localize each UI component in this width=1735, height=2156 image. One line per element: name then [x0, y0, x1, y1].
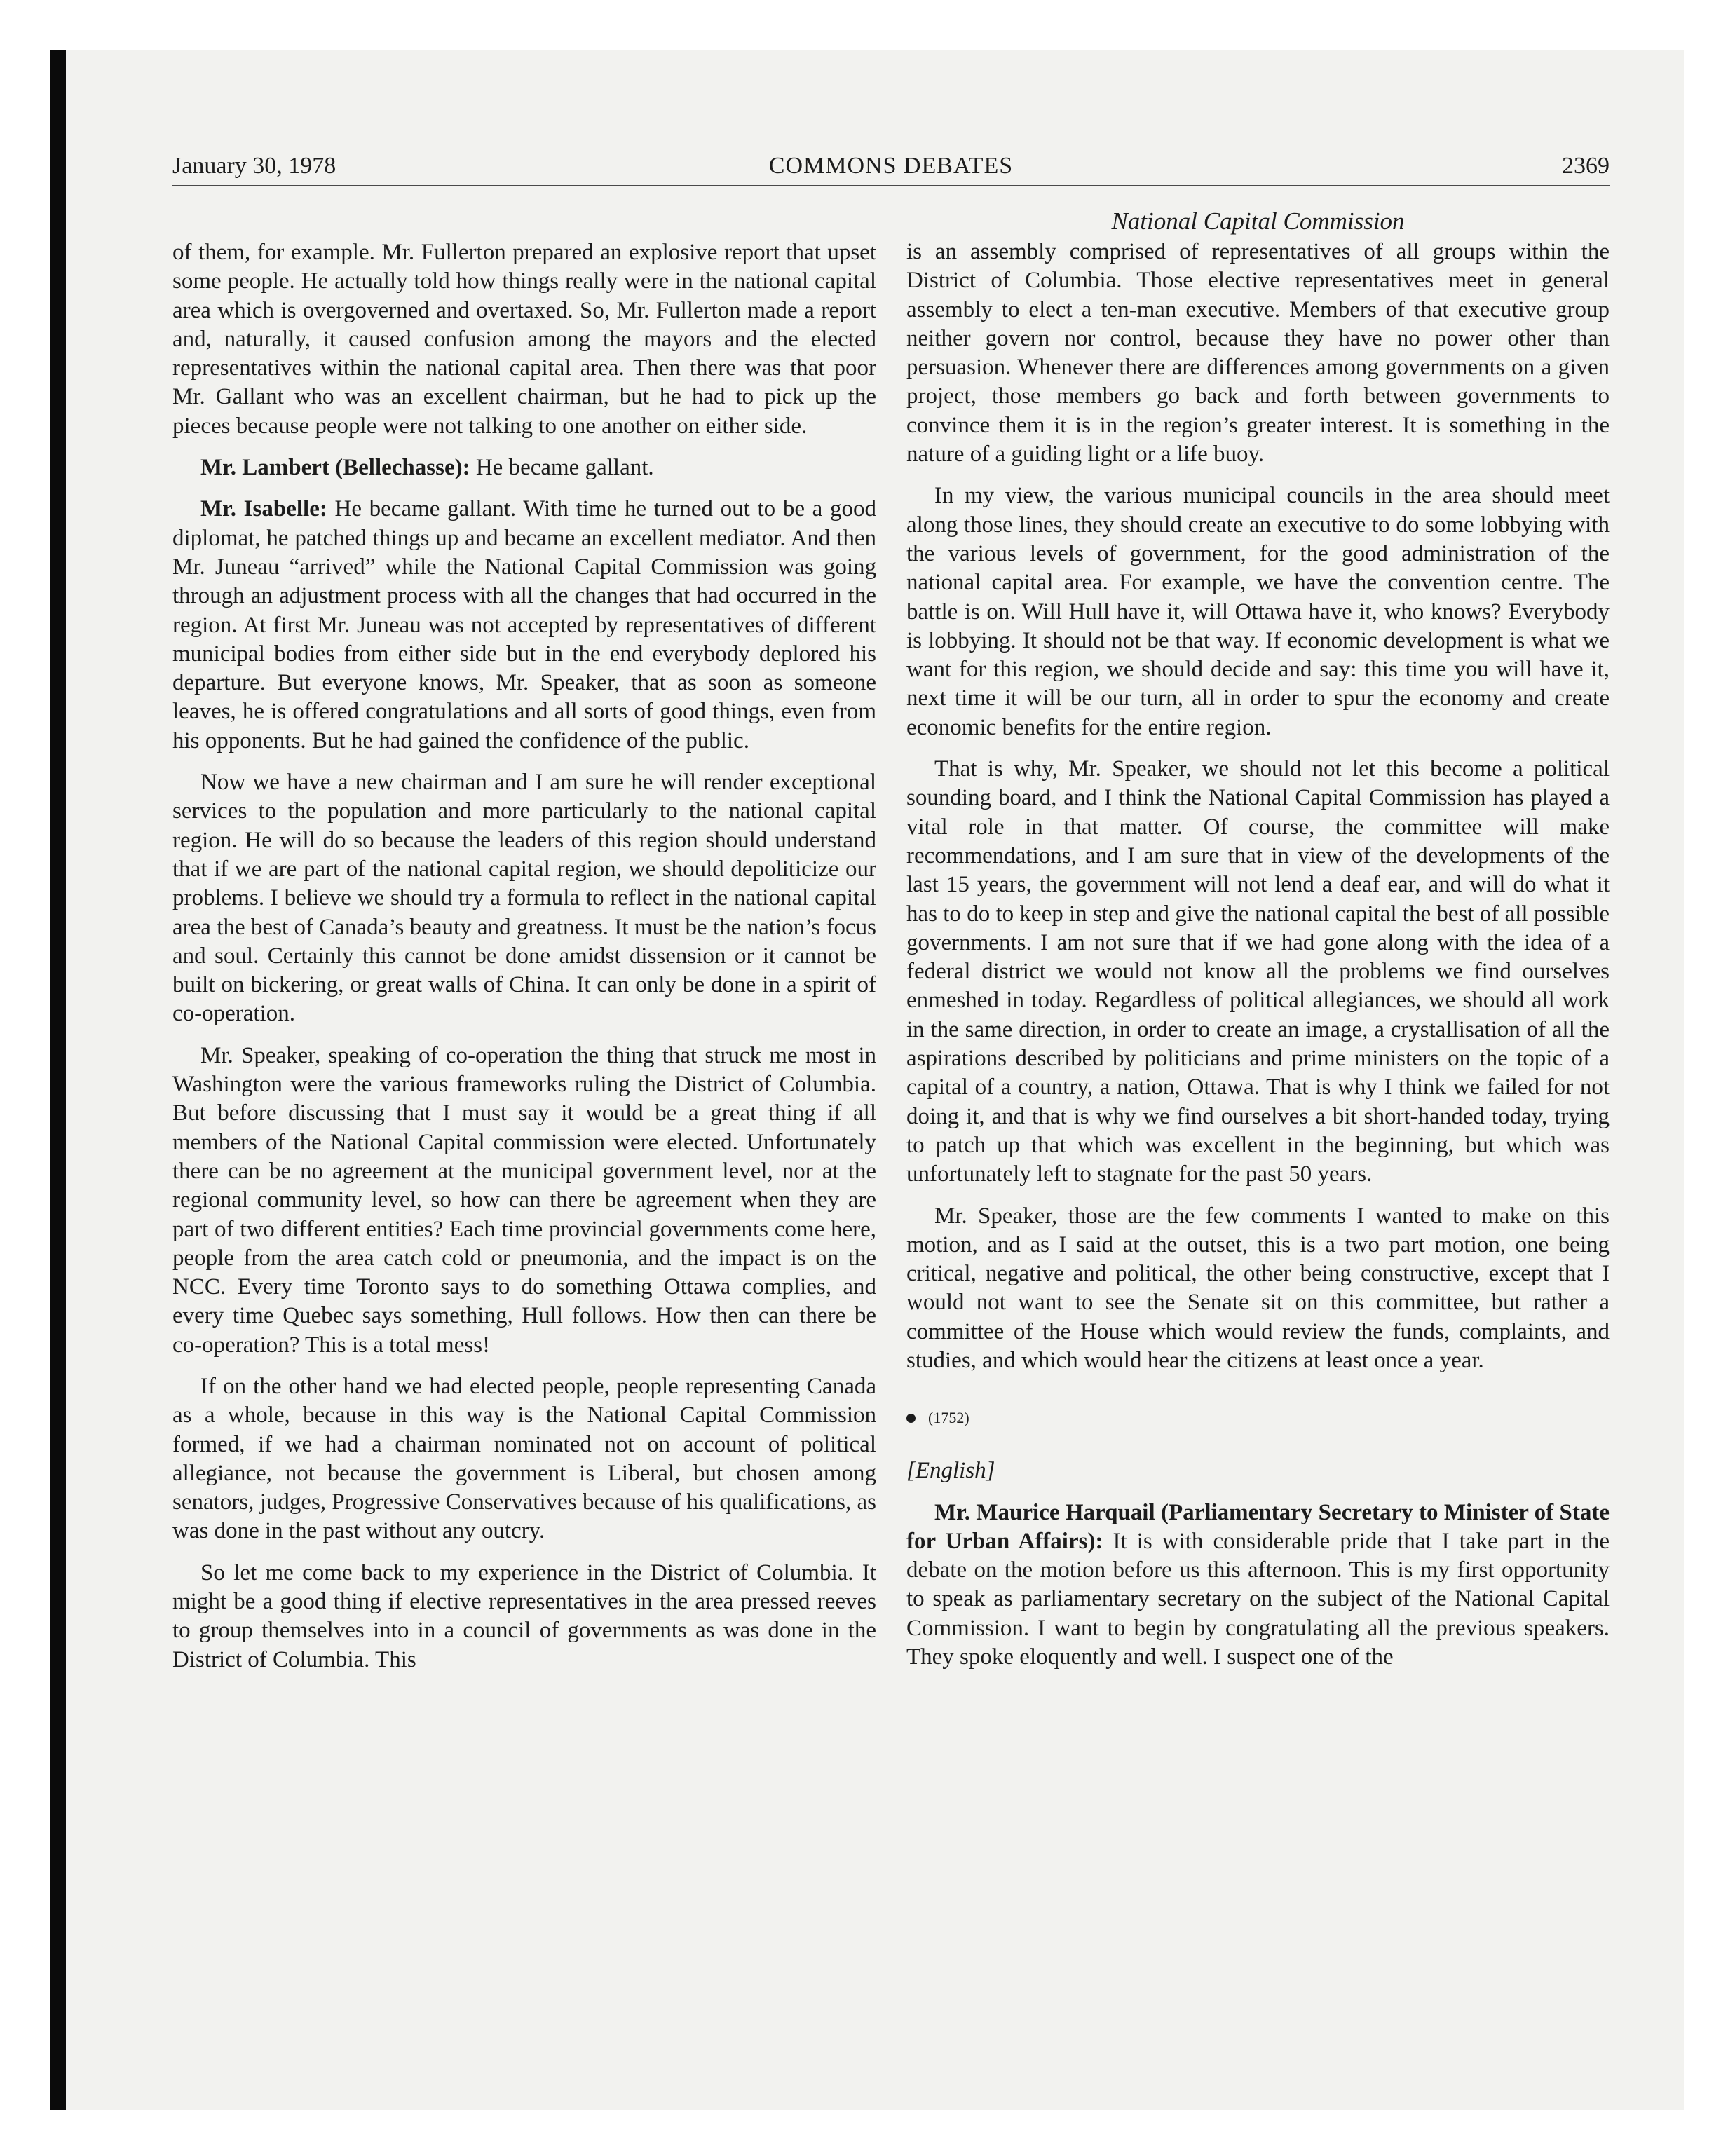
header-date: January 30, 1978: [172, 153, 336, 179]
speaker-name: Mr. Lambert (Bellechasse):: [200, 455, 470, 481]
page-header: [172, 149, 1610, 184]
speaker-name: Mr. Isabelle:: [200, 496, 327, 522]
left-column: [172, 238, 876, 1687]
language-note: [English]: [906, 1458, 995, 1484]
speech-text: He became gallant.: [475, 455, 654, 481]
running-title: National Capital Commission: [1111, 207, 1405, 235]
paragraph: That is why, Mr. Speaker, we should not let this become a political sounding board, and I think the National Capital Commission has played a vital role in that matter. Of course, the committee will make recommendations, and I am sure that in view of the developments of the last 15 years, the government will not lend a deaf ear, and will do what it has to do to keep in step and give the national capital the best of all possible governments. I am not sure that if we had gone along with the idea of a federal district we would not know all the problems we find ourselves enmeshed in today. Regardless of political allegiances, we should all work in the same direction, in order to create an image, a crystallisation of all the aspirations described by politicians and prime ministers on the topic of a capital of a country, a nation, Ottawa. That is why I think we failed for not doing it, and that is why we find ourselves a bit short-handed today, trying to patch up that which was excellent in the beginning, but which was unfortunately left to stagnate for the past 50 years.: [906, 756, 1610, 1187]
time-marker-text: (1752): [928, 1409, 969, 1427]
paragraph: Now we have a new chairman and I am sure he will render exceptional services to the population and more particularly to the national capital region. He will do so because the leaders of this region should understand that if we are part of the national capital region, we should depoliticize our problems. I believe we should try a formula to reflect in the national capital area the best of Canada’s beauty and greatness. It must be the nation’s focus and soul. Certainly this cannot be done amidst dissension or it cannot be built on bickering, or great walls of China. It can only be done in a spirit of co-operation.: [172, 770, 876, 1027]
header-page-number: 2369: [1562, 153, 1610, 179]
time-marker: [906, 1407, 1610, 1428]
speaker-name: Mr. Maurice Harquail (Parliamentary Secretary to Minister of State for Urban Affairs):: [906, 1499, 1610, 1554]
paragraph: [172, 495, 876, 756]
paragraph: [172, 453, 876, 482]
scan-border: [50, 50, 66, 2110]
paragraph: Mr. Speaker, speaking of co-operation the thing that struck me most in Washington were the various frameworks ruling the District of Columbia. But before discussing that I must say it would be a great thing if all members of the National Capital commission were elected. Unfortunately there can be no agreement at the municipal government level, nor at the regional community level, so how can there be agreement when they are part of two different entities? Each time provincial governments come here, people from the area catch cold or pneumonia, and the impact is on the NCC. Every time Toronto says to do something Ottawa complies, and every time Quebec says something, Hull follows. How then can there be co-operation? This is a total mess!: [172, 1042, 876, 1358]
paragraph: of them, for example. Mr. Fullerton prepared an explosive report that upset some people. He actually told how things really were in the national capital area which is overgoverned and overtaxed. So, Mr. Fullerton made a report and, naturally, it caused confusion among the mayors and the elected representatives within the national capital area. Then there was that poor Mr. Gallant who was an excellent chairman, but he had to pick up the pieces because people were not talking to one another on either side.: [172, 240, 876, 439]
paragraph: So let me come back to my experience in the District of Columbia. It might be a good thing if elective representatives in the area pressed reeves to group themselves into in a council of governments as was done in the District of Columbia. This: [172, 1560, 876, 1672]
paragraph: In my view, the various municipal councils in the area should meet along those lines, they should create an executive to do some lobbying with the various levels of government, for the good administration of the national capital area. For example, we have the convention centre. The battle is on. Will Hull have it, will Ottawa have it, who knows? Everybody is lobbying. It should not be that way. If economic development is what we want for this region, we should decide and say: this time you will have it, next time it will be our turn, all in order to spur the economy and create economic benefits for the entire region.: [906, 483, 1610, 740]
speech-text: He became gallant. With time he turned out to be a good diplomat, he patched things up and became an excellent mediator. And then Mr. Juneau “arrived” while the National Capital Commission was going through an adjustment process with all the changes that had occurred in the region. At first Mr. Juneau was not accepted by representatives of different municipal bodies from either side but in the end everybody deplored his departure. But everyone knows, Mr. Speaker, that as soon as someone leaves, he is offered congratulations and all sorts of good things, even from his opponents. But he had gained the confidence of the public.: [172, 496, 876, 753]
bullet-icon: [906, 1414, 916, 1423]
paragraph: [906, 1499, 1610, 1672]
right-column: [906, 206, 1610, 1684]
header-rule: [172, 185, 1610, 186]
paragraph: If on the other hand we had elected people, people representing Canada as a whole, because in this way is the National Capital Commission formed, if we had a chairman nominated not on account of political allegiance, not because the government is Liberal, but chosen among senators, judges, Progressive Conservatives because of his qualifications, as was done in the past without any outcry.: [172, 1373, 876, 1544]
speech-text: It is with considerable pride that I take part in the debate on the motion before us this afternoon. This is my first opportunity to speak as parliamentary secretary on the subject of the National Capital Commission. I want to begin by congratulating all the previous speakers. They spoke eloquently and well. I suspect one of the: [906, 1528, 1610, 1670]
paragraph: is an assembly comprised of representatives of all groups within the District of Columbia. Those elective representatives meet in general assembly to elect a ten-man executive. Members of that executive group neither govern nor control, because they have no power other than persuasion. Whenever there are differences among governments on a given project, those members go back and forth between governments to convince them it is in the region’s greater interest. It is something in the nature of a guiding light or a life buoy.: [906, 239, 1610, 468]
header-journal-title: COMMONS DEBATES: [768, 153, 1014, 179]
paragraph: Mr. Speaker, those are the few comments I wanted to make on this motion, and as I said at the outset, this is a two part motion, one being critical, negative and political, the other being constructive, except that I would not want to see the Senate sit on this committee, but rather a committee of the House which would review the funds, complaints, and studies, and which would hear the citizens at least once a year.: [906, 1203, 1610, 1373]
